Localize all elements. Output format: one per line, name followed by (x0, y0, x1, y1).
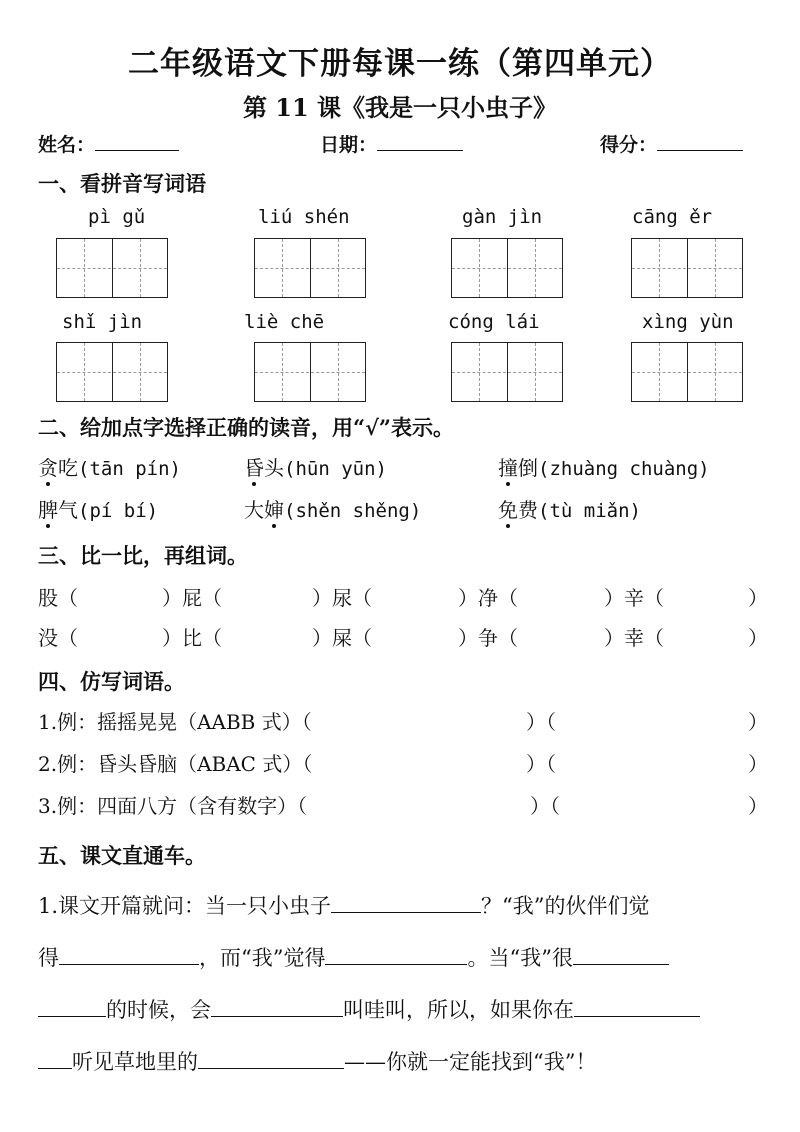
compare-cell: 股（ (38, 586, 78, 610)
passage-line-2 (38, 942, 669, 972)
section-4-title: 四、仿写词语。 (38, 669, 185, 694)
section-1-title: 一、看拼音写词语 (38, 171, 206, 196)
writing-grid[interactable] (56, 342, 168, 402)
imitate-blank[interactable]: ）（ (526, 752, 556, 776)
passage-text: ？“我”的伙伴们觉 (481, 894, 650, 918)
imitate-blank[interactable]: ）（ (526, 710, 556, 734)
date-blank[interactable] (377, 132, 463, 151)
page-title: 二年级语文下册每课一练（第四单元） (128, 46, 672, 82)
passage-text: 叫哇叫，所以，如果你在 (343, 998, 574, 1022)
passage-text: 。当“我”很 (467, 946, 573, 970)
compare-cell: ） (748, 626, 768, 650)
writing-grid[interactable] (631, 342, 743, 402)
compare-cell: ）争（ (458, 626, 518, 650)
passage-text: 得 (38, 946, 59, 970)
dotted-char: 撞 (498, 456, 518, 480)
answer-blank[interactable] (38, 996, 106, 1017)
reading-item (498, 494, 641, 523)
answer-blank[interactable] (38, 1048, 72, 1069)
char: 费 (518, 498, 538, 522)
pinyin-choices[interactable]: (pí bí) (78, 500, 159, 522)
passage-text: 听见草地里的 (72, 1050, 198, 1074)
reading-item (38, 452, 181, 481)
imitate-example: 2.例：昏头昏脑（ABAC 式）（ (38, 752, 313, 776)
dotted-char: 贪 (38, 456, 58, 480)
passage-text: 1.课文开篇就问：当一只小虫子 (38, 894, 332, 918)
pinyin-8: xìng yùn (642, 311, 734, 333)
answer-blank[interactable] (59, 944, 199, 965)
imitate-example: 1.例：摇摇晃晃（AABB 式）（ (38, 710, 312, 734)
compare-cell: ） (748, 586, 768, 610)
answer-blank[interactable] (574, 996, 700, 1017)
dotted-char: 免 (498, 498, 518, 522)
answer-blank[interactable] (573, 944, 669, 965)
char: 头 (264, 456, 284, 480)
name-field[interactable] (38, 130, 179, 157)
pinyin-2: liú shén (258, 206, 350, 228)
answer-blank[interactable] (331, 892, 481, 913)
lesson-subtitle: 第 11 课《我是一只小虫子》 (242, 93, 558, 122)
imitate-blank-end[interactable]: ） (748, 794, 768, 818)
reading-item (244, 494, 421, 523)
pinyin-choices[interactable]: (zhuàng chuàng) (538, 458, 710, 480)
imitate-example: 3.例：四面八方（含有数字）（ (38, 794, 308, 818)
pinyin-7: cóng lái (448, 311, 540, 333)
compare-cell: ）幸（ (604, 626, 664, 650)
answer-blank[interactable] (325, 944, 467, 965)
imitate-blank-end[interactable]: ） (748, 710, 768, 734)
dotted-char: 婶 (264, 498, 284, 522)
answer-blank[interactable] (211, 996, 343, 1017)
compare-cell: ）尿（ (312, 586, 372, 610)
answer-blank[interactable] (198, 1048, 344, 1069)
writing-grid[interactable] (254, 238, 366, 298)
pinyin-choices[interactable]: (tān pín) (78, 458, 181, 480)
pinyin-choices[interactable]: (hūn yūn) (284, 458, 387, 480)
pinyin-4: cāng ěr (632, 206, 713, 228)
passage-text: 的时候，会 (106, 998, 211, 1022)
compare-cell: ）辛（ (604, 586, 664, 610)
score-field[interactable] (600, 130, 743, 157)
imitate-blank[interactable]: ）（ (530, 794, 560, 818)
char: 气 (58, 498, 78, 522)
reading-item (244, 452, 387, 481)
char: 大 (244, 498, 264, 522)
writing-grid[interactable] (451, 238, 563, 298)
pinyin-3: gàn jìn (462, 206, 543, 228)
passage-line-3 (38, 994, 700, 1024)
score-blank[interactable] (657, 132, 743, 151)
section-3-title: 三、比一比，再组词。 (38, 543, 248, 568)
compare-cell: ）屁（ (162, 586, 222, 610)
compare-cell: ）比（ (162, 626, 222, 650)
date-label: 日期： (320, 134, 378, 156)
pinyin-6: liè chē (244, 311, 325, 333)
pinyin-1: pì gǔ (88, 206, 146, 228)
dotted-char: 昏 (244, 456, 264, 480)
compare-cell: ）净（ (458, 586, 518, 610)
section-5-title: 五、课文直通车。 (38, 843, 206, 868)
compare-cell: 没（ (38, 626, 78, 650)
writing-grid[interactable] (56, 238, 168, 298)
writing-grid[interactable] (631, 238, 743, 298)
reading-item (498, 452, 710, 481)
dotted-char: 脾 (38, 498, 58, 522)
pinyin-choices[interactable]: (tù miǎn) (538, 500, 641, 522)
reading-item (38, 494, 158, 523)
char: 吃 (58, 456, 78, 480)
section-2-title: 二、给加点字选择正确的读音，用“√”表示。 (38, 415, 454, 440)
date-field[interactable] (320, 130, 463, 157)
compare-cell: ）屎（ (312, 626, 372, 650)
score-label: 得分： (600, 134, 658, 156)
name-label: 姓名： (38, 134, 96, 156)
passage-line-1 (38, 890, 650, 920)
writing-grid[interactable] (254, 342, 366, 402)
char: 倒 (518, 456, 538, 480)
passage-text: ——你就一定能找到“我”！ (344, 1050, 597, 1074)
pinyin-choices[interactable]: (shěn shěng) (284, 500, 422, 522)
passage-text: ，而“我”觉得 (199, 946, 326, 970)
passage-line-4 (38, 1046, 596, 1076)
name-blank[interactable] (95, 132, 179, 151)
pinyin-5: shǐ jìn (62, 311, 143, 333)
imitate-blank-end[interactable]: ） (748, 752, 768, 776)
writing-grid[interactable] (451, 342, 563, 402)
